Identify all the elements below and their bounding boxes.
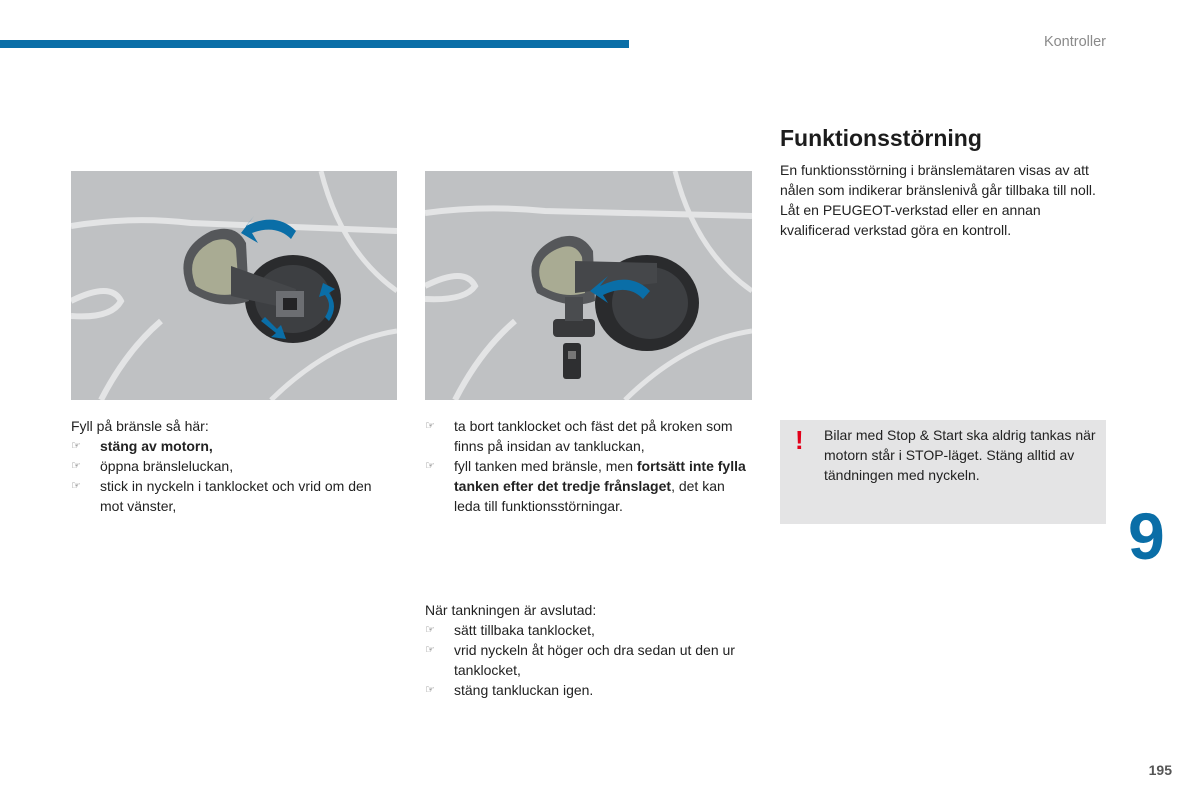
chapter-number: 9 bbox=[1128, 499, 1165, 573]
warning-text: Bilar med Stop & Start ska aldrig tankas när motorn står i STOP-läget. Stäng alltid av tändningen med nyckeln. bbox=[824, 427, 1096, 483]
pointing-hand-icon: ☞ bbox=[425, 420, 435, 432]
list-item bbox=[71, 436, 381, 456]
list-item bbox=[71, 456, 381, 476]
malfunction-text bbox=[780, 160, 1110, 240]
pointing-hand-icon: ☞ bbox=[71, 480, 81, 492]
list-item-text: , det kan leda till funktionsstörningar. bbox=[454, 478, 725, 514]
pointing-hand-icon: ☞ bbox=[425, 460, 435, 472]
list-item-text: stick in nyckeln i tanklocket och vrid om den mot vänster, bbox=[100, 478, 372, 514]
refuel-intro: Fyll på bränsle så här: bbox=[71, 418, 209, 434]
header-accent-bar bbox=[0, 40, 629, 48]
pointing-hand-icon: ☞ bbox=[425, 684, 435, 696]
pointing-hand-icon: ☞ bbox=[425, 644, 435, 656]
pointing-hand-icon: ☞ bbox=[71, 460, 81, 472]
refuel-instructions bbox=[71, 416, 381, 516]
list-item-text: öppna bränsleluckan, bbox=[100, 458, 234, 474]
list-item bbox=[425, 620, 755, 640]
list-item-text: stäng tankluckan igen. bbox=[454, 682, 594, 698]
list-item-text: sätt tillbaka tanklocket, bbox=[454, 622, 595, 638]
page-number: 195 bbox=[1148, 762, 1172, 778]
list-item bbox=[425, 416, 755, 456]
refuel-instructions-continued bbox=[425, 416, 755, 516]
pointing-hand-icon: ☞ bbox=[71, 440, 81, 452]
list-item-text: vrid nyckeln åt höger och dra sedan ut den ur tanklocket, bbox=[454, 642, 735, 678]
after-refuel-instructions bbox=[425, 600, 755, 700]
malfunction-paragraph: En funktionsstörning i bränslemätaren visas av att nålen som indikerar bränslenivå går tillbaka till noll. bbox=[780, 162, 1096, 198]
malfunction-heading: Funktionsstörning bbox=[780, 125, 982, 151]
list-item-bold-text: fortsätt inte fylla tanken efter det tredje frånslaget bbox=[454, 458, 746, 494]
section-title: Kontroller bbox=[1043, 34, 1106, 50]
fuel-flap-open-illustration bbox=[71, 171, 397, 400]
after-refuel-intro: När tankningen är avslutad: bbox=[425, 602, 597, 618]
warning-box bbox=[780, 420, 1106, 524]
list-item-text: stäng av motorn, bbox=[100, 438, 213, 454]
list-item bbox=[425, 456, 755, 516]
workshop-paragraph: Låt en PEUGEOT-verkstad eller en annan kvalificerad verkstad göra en kontroll. bbox=[780, 202, 1041, 238]
list-item-text: fyll tanken med bränsle, men bbox=[454, 458, 637, 474]
fuel-cap-removal-illustration bbox=[425, 171, 752, 400]
warning-icon: ! bbox=[795, 425, 804, 455]
pointing-hand-icon: ☞ bbox=[425, 624, 435, 636]
list-item bbox=[71, 476, 381, 516]
list-item-text: ta bort tanklocket och fäst det på kroken som finns på insidan av tankluckan, bbox=[454, 418, 733, 454]
list-item bbox=[425, 680, 755, 700]
list-item bbox=[425, 640, 755, 680]
